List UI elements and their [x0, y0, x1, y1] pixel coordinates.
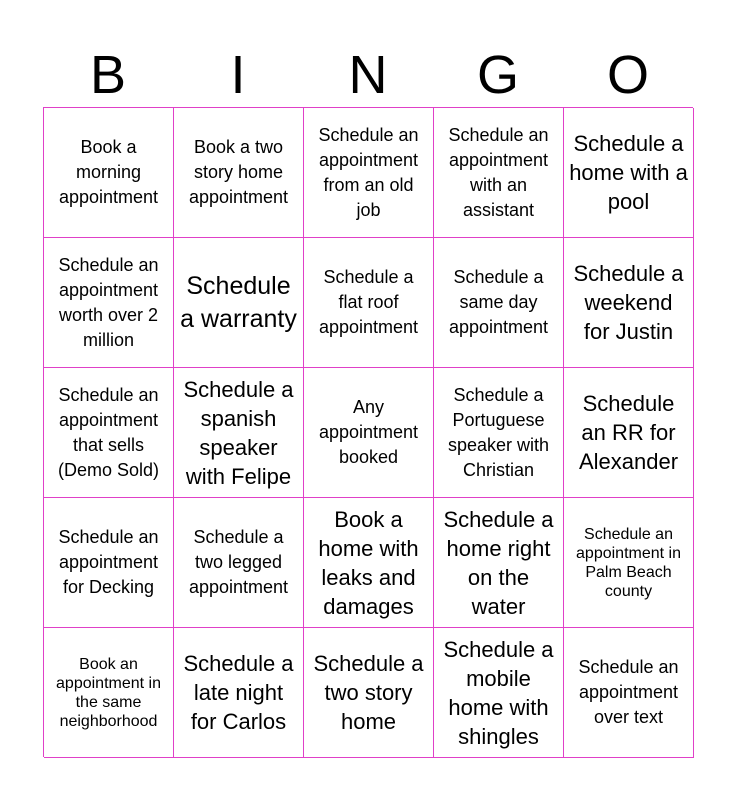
bingo-cell[interactable] — [44, 628, 174, 758]
bingo-cell[interactable] — [174, 368, 304, 498]
bingo-cell-text: Schedule an appointment from an old job — [318, 124, 419, 220]
bingo-cell[interactable] — [174, 238, 304, 368]
bingo-cell[interactable] — [174, 498, 304, 628]
bingo-cell-text: Schedule an appointment with an assistant — [448, 124, 549, 220]
bingo-cell-text: Book a home with leaks and damages — [318, 506, 419, 619]
bingo-cell-text: Schedule a two legged appointment — [188, 527, 289, 597]
bingo-cell-text: Schedule a warranty — [180, 271, 297, 333]
bingo-cell[interactable] — [44, 368, 174, 498]
bingo-cell-text: Schedule an appointment over text — [578, 657, 679, 727]
bingo-cell[interactable] — [44, 108, 174, 238]
bingo-card-grid — [43, 107, 693, 757]
bingo-cell-text: Schedule an appointment in Palm Beach county — [576, 525, 681, 600]
bingo-cell-text: Schedule a mobile home with shingles — [443, 636, 554, 749]
bingo-cell-text: Schedule a spanish speaker with Felipe — [183, 376, 294, 489]
bingo-cell[interactable] — [564, 108, 694, 238]
bingo-cell-text: Schedule a home with a pool — [569, 131, 688, 214]
bingo-cell[interactable] — [434, 108, 564, 238]
bingo-cell-text: Schedule a flat roof appointment — [318, 267, 419, 337]
bingo-cell-text: Schedule a late night for Carlos — [183, 651, 294, 734]
header-letter-n: N — [348, 45, 388, 105]
bingo-cell[interactable] — [564, 368, 694, 498]
bingo-cell[interactable] — [434, 238, 564, 368]
bingo-cell-text: Schedule a same day appointment — [448, 267, 549, 337]
bingo-cell-text: Schedule an appointment that sells (Demo Sold) — [57, 384, 160, 480]
bingo-cell-text: Book an appointment in the same neighborhood — [56, 655, 161, 730]
bingo-cell-text: Schedule an RR for Alexander — [578, 391, 679, 474]
bingo-cell[interactable] — [44, 498, 174, 628]
bingo-cell[interactable] — [564, 238, 694, 368]
bingo-cell[interactable] — [304, 498, 434, 628]
bingo-cell-text: Schedule a two story home — [313, 651, 424, 734]
bingo-cell[interactable] — [174, 108, 304, 238]
header-letter-i: I — [230, 45, 246, 105]
bingo-cell[interactable] — [304, 628, 434, 758]
bingo-header — [43, 44, 693, 106]
bingo-cell-text: Schedule a home right on the water — [443, 506, 554, 619]
bingo-cell-text: Schedule a weekend for Justin — [573, 261, 684, 344]
header-letter-b: B — [89, 45, 127, 105]
bingo-cell[interactable] — [434, 498, 564, 628]
bingo-cell-text: Book a two story home appointment — [188, 137, 289, 207]
bingo-cell[interactable] — [434, 368, 564, 498]
bingo-cell[interactable] — [564, 628, 694, 758]
bingo-cell-text: Book a morning appointment — [58, 137, 159, 207]
bingo-cell-text: Any appointment booked — [318, 397, 419, 467]
header-letter-o: O — [606, 45, 649, 105]
bingo-cell[interactable] — [174, 628, 304, 758]
bingo-cell[interactable] — [564, 498, 694, 628]
bingo-cell[interactable] — [304, 108, 434, 238]
bingo-cell-text: Schedule a Portuguese speaker with Christian — [447, 384, 550, 480]
bingo-cell[interactable] — [434, 628, 564, 758]
header-letter-g: G — [476, 45, 519, 105]
bingo-cell-text: Schedule an appointment for Decking — [58, 527, 159, 597]
bingo-cell[interactable] — [304, 368, 434, 498]
bingo-cell[interactable] — [304, 238, 434, 368]
bingo-cell[interactable] — [44, 238, 174, 368]
bingo-cell-text: Schedule an appointment worth over 2 million — [58, 254, 159, 350]
